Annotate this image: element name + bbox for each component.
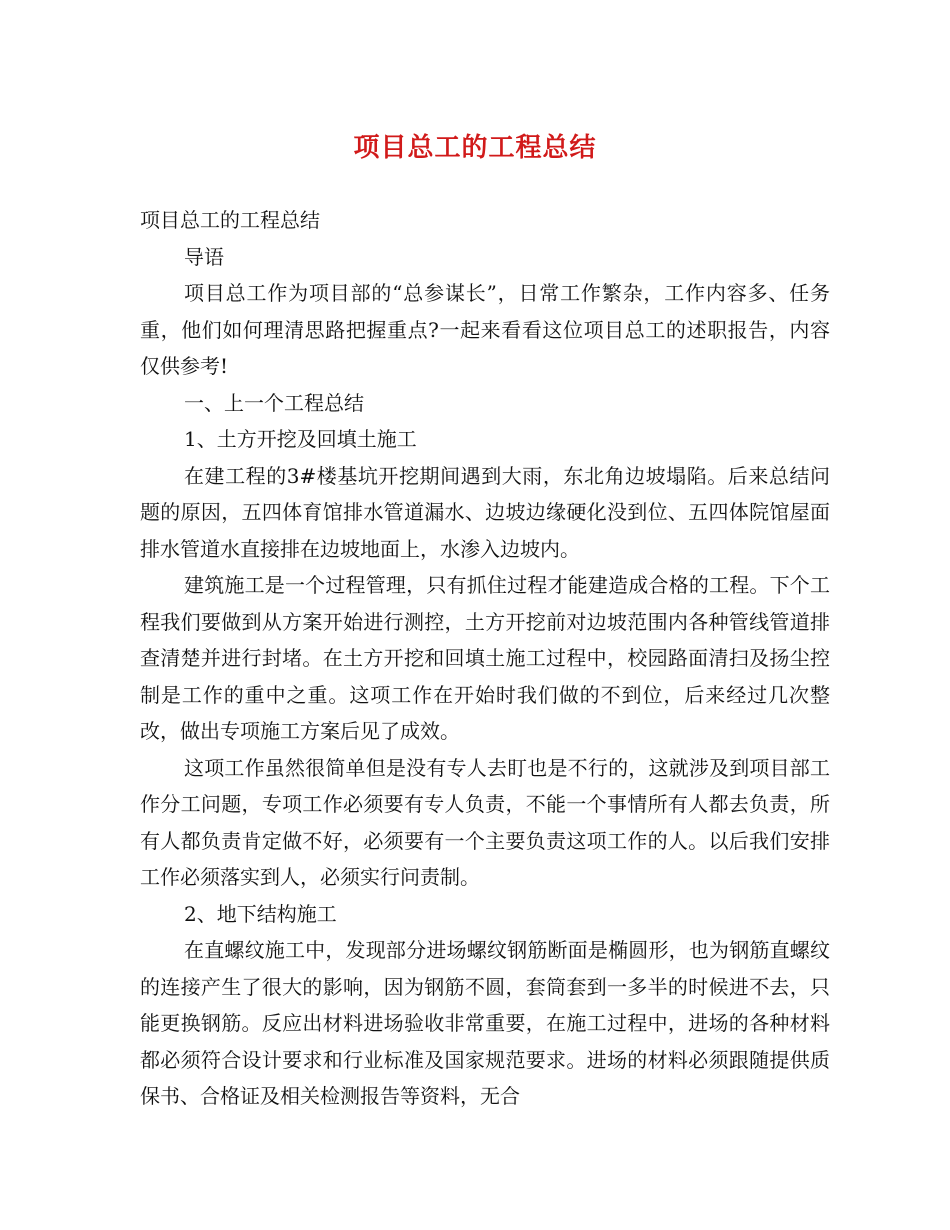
paragraph-rebar-inspection: 在直螺纹施工中，发现部分进场螺纹钢筋断面是椭圆形，也为钢筋直螺纹的连接产生了很大的影响，因为钢筋不圆，套筒套到一多半的时候进不去，只能更换钢筋。反应出材料进场验收非常重要，在施工过程中，进场的各种材料都必须符合设计要求和行业标准及国家规范要求。进场的材料必须跟随提供质保书、合格证及相关检测报告等资料，无合 xyxy=(140,938,830,1108)
paragraph-responsibility: 这项工作虽然很简单但是没有专人去盯也是不行的，这就涉及到项目部工作分工问题，专项工作必须要有专人负责，不能一个事情所有人都去负责，所有人都负责肯定做不好，必须要有一个主要负责这项工作的人。以后我们安排工作必须落实到人，必须实行问责制。 xyxy=(140,755,830,889)
document-title: 项目总工的工程总结 xyxy=(353,133,597,163)
paragraph-process-management: 建筑施工是一个过程管理，只有抓住过程才能建造成合格的工程。下个工程我们要做到从方案开始进行测控，土方开挖前对边坡范围内各种管线管道排查清楚并进行封堵。在土方开挖和回填土施工过程中，校园路面清扫及扬尘控制是工作的重中之重。这项工作在开始时我们做的不到位，后来经过几次整改，做出专项施工方案后见了成效。 xyxy=(140,573,830,743)
paragraph-heading: 项目总工的工程总结 xyxy=(140,208,320,232)
document-body xyxy=(140,202,830,1115)
paragraph-intro: 项目总工作为项目部的“总参谋长”，日常工作繁杂，工作内容多、任务重，他们如何理清思路把握重点?一起来看看这位项目总工的述职报告，内容仅供参考! xyxy=(140,281,830,378)
subsection-heading-2: 2、地下结构施工 xyxy=(184,901,337,926)
subsection-heading-1: 1、土方开挖及回填土施工 xyxy=(184,427,417,451)
paragraph-intro-label: 导语 xyxy=(184,244,224,269)
paragraph-excavation-issue: 在建工程的3#楼基坑开挖期间遇到大雨，东北角边坡塌陷。后来总结问题的原因，五四体育馆排水管道漏水、边坡边缘硬化没到位、五四体院馆屋面排水管道水直接排在边坡地面上，水渗入边坡内。 xyxy=(140,463,830,561)
section-heading-1: 一、上一个工程总结 xyxy=(184,390,364,415)
